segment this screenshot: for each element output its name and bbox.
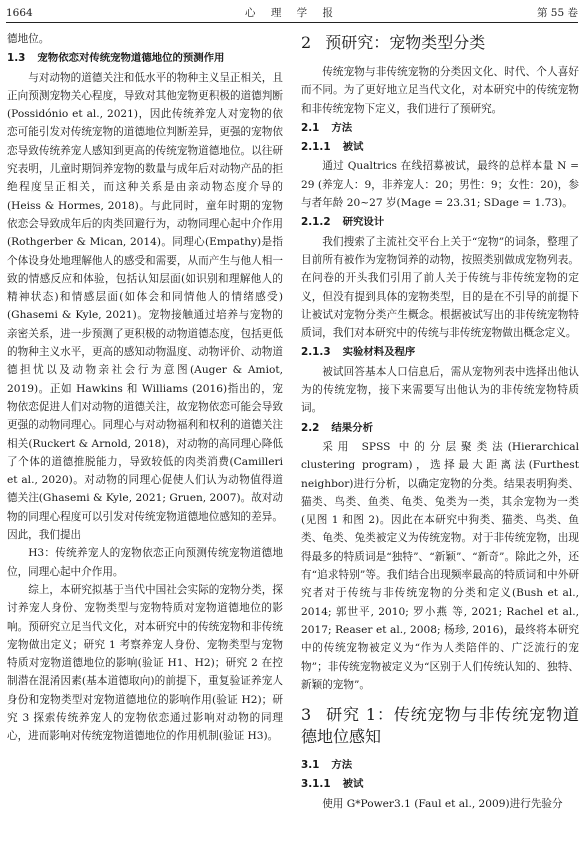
left-column [7, 30, 283, 746]
section-title: 预研究：宠物类型分类 [325, 33, 486, 52]
section-number: 3 [301, 705, 312, 725]
section-number: 2.1.3 [301, 346, 331, 359]
section-number: 2.2 [301, 421, 320, 434]
section-heading-2 [301, 32, 579, 54]
continued-text: 德地位。 [7, 33, 50, 45]
section-title: 被试 [342, 141, 364, 154]
section-heading-3 [301, 704, 579, 748]
section-heading-1-3 [7, 49, 283, 67]
right-column [301, 30, 579, 813]
paragraph: 通过 Qualtrics 在线招募被试，最终的总样本量 N = 29 (养宠人：9，非养宠人：20；男性：9；女性：20)，参与者年龄 20~27 岁(Mage = 23.31; SDage = 1.73)。 [301, 160, 579, 210]
section-title: 方法 [331, 121, 353, 134]
section-title: 研究 1：传统宠物与非传统宠物道德地位感知 [301, 705, 579, 747]
section-heading-2-1-2 [301, 213, 579, 231]
section-heading-2-1-3 [301, 343, 579, 361]
section-heading-2-2 [301, 419, 579, 437]
section-number: 2.1 [301, 121, 320, 134]
paragraph: 被试回答基本人口信息后，需从宠物列表中选择出他认为的传统宠物，接下来需要写出他认为的非传统宠物特质词。 [301, 365, 579, 415]
section-title: 实验材料及程序 [342, 346, 416, 359]
header-rule [6, 22, 578, 23]
paragraph: 我们搜索了主流社交平台上关于“宠物”的词条，整理了目前所有被作为宠物饲养的动物，按照类别做成宠物列表。在问卷的开头我们引用了前人关于传统与非传统宠物的定义，但没有提到具体的宠物类型，目的是在不引导的前提下让被试对宠物分类产生概念。根据被试写出的非传统宠物特质词，我们对本研究中的传统与非传统宠物做出概念定义。 [301, 235, 579, 340]
section-number: 3.1.1 [301, 778, 331, 791]
section-number: 2.1.2 [301, 216, 331, 229]
paragraph: 综上，本研究拟基于当代中国社会实际的宠物分类，探讨养宠人身份、宠物类型与宠物特质对宠物道德地位的影响。预研究立足当代文化，对本研究中的传统宠物和非传统宠物做出定义；研究 1 考察养宠人身份、宠物类型与宠物特质对宠物道德地位的影响(验证 H1、H2)；研究 2 在控制潜在混淆因素(基本道德取向)的前提下，重复验证养宠人身份和宠物类型对宠物道德地位的影响作用(验证 H2)；研究 3 探索传统养宠人的宠物依恋通过影响对动物的同理心，进而影响对传统宠物道德地位的作用机制(验证 H3)。 [7, 583, 283, 743]
section-number: 2 [301, 33, 312, 52]
section-number: 3.1 [301, 759, 320, 772]
paragraph: 采用 SPSS 中的分层聚类法(Hierarchical clustering program)，选择最大距离法(Furthest neighbor)进行分析，以确定宠物的分类。结果表明狗类、猫类、鸟类、鱼类、龟类、兔类为一类，其余宠物为一类(见图 1 和图 2)。因此在本研究中狗类、猫类、鸟类、鱼类、龟类、兔类被定义为传统宠物。对于非传统宠物，出现得最多的特质词是“独特”、“新颖”、“新奇”。除此之外，还有“追求特别”等。我们结合出现频率最高的特质词和中外研究者对于传统与非传统宠物的分类和定义(Bush et al., 2014; 郭世平, 2010; 罗小燕 等, 2021; Rachel et al., 2017; Reaser et al., 2008; 杨珍, 2016)，最终将本研究中的传统宠物被定义为“作为人类陪伴的、广泛流行的宠物”；非传统宠物被定义为“区别于人们传统认知的、独特、新颖的宠物”。 [301, 440, 579, 691]
section-number: 1.3 [7, 52, 26, 65]
paragraph: 传统宠物与非传统宠物的分类因文化、时代、个人喜好而不同。为了更好地立足当代文化，对本研究中的传统宠物和非传统宠物下定义，我们进行了预研究。 [301, 66, 579, 115]
paragraph: 使用 G*Power3.1 (Faul et al., 2009)进行先验分 [322, 797, 563, 810]
section-heading-2-1 [301, 119, 579, 137]
section-title: 被试 [342, 778, 364, 791]
journal-title: 心 理 学 报 [244, 7, 339, 19]
section-title: 宠物依恋对传统宠物道德地位的预测作用 [37, 52, 225, 65]
section-heading-2-1-1 [301, 138, 579, 156]
section-title: 研究设计 [342, 216, 385, 229]
section-title: 方法 [331, 759, 353, 772]
section-heading-3-1 [301, 756, 579, 774]
section-title: 结果分析 [331, 421, 373, 434]
volume-label: 第 55 卷 [536, 7, 578, 19]
paragraph: 与对动物的道德关注和低水平的物种主义呈正相关，且正向预测宠物关心程度，导致对其他宠物更积极的道德判断(Possidónio et al., 2021)，因此传统养宠人对宠物的依恋可能引发对传统宠物的道德地位判断差异，更强的宠物依恋导致传统养宠人感知到更高的传统宠物道德地位。以往研究表明，儿童时期饲养宠物的数量与成年后对动物产品的拒绝程度呈正相关，而这种关系是由亲动物态度介导的(Heiss & Hormes, 2018)。与此同时，童年时期的宠物依恋会导致成年后的肉类回避行为，动物同理心起中介作用(Rothgerber & Mican, 2014)。同理心(Empathy)是指个体设身处地理解他人的感受和需要，从而产生与他人相一致的情感反应和体验，包括认知层面(如识别和理解他人的精神状态)和情感层面(如体会和同情他人的情绪感受) (Ghasemi & Kyle, 2021)。宠物接触通过培养与宠物的亲密关系，进一步预测了更积极的动物道德态度，包括更低的物种主义水平，更高的感知动物温度、动物评价、动物道德担忧以及动物亲社会行为意图(Auger & Amiot, 2019)。正如 Hawkins 和 Williams (2016)指出的，宠物依恋促进人们对动物的道德关注，故宠物依恋可能会导致更强的动物同理心。同理心与对动物福利和权利的道德关注相关(Ruckert & Arnold, 2018)，对动物的高同理心降低了个体的道德推脱能力，导致较低的肉类消费(Camilleri et al., 2020)。对动物的同理心促使人们认为动物值得道德关注(Ghasemi & Kyle, 2021; Gruen, 2007)。故对动物的同理心程度可以引发对传统宠物道德地位感知的差异。因此，我们提出 [7, 71, 283, 542]
hypothesis-h3: H3：传统养宠人的宠物依恋正向预测传统宠物道德地位，同理心起中介作用。 [7, 547, 283, 578]
section-number: 2.1.1 [301, 141, 331, 154]
section-heading-3-1-1 [301, 775, 579, 793]
running-header [6, 4, 578, 22]
page-number: 1664 [6, 7, 33, 19]
